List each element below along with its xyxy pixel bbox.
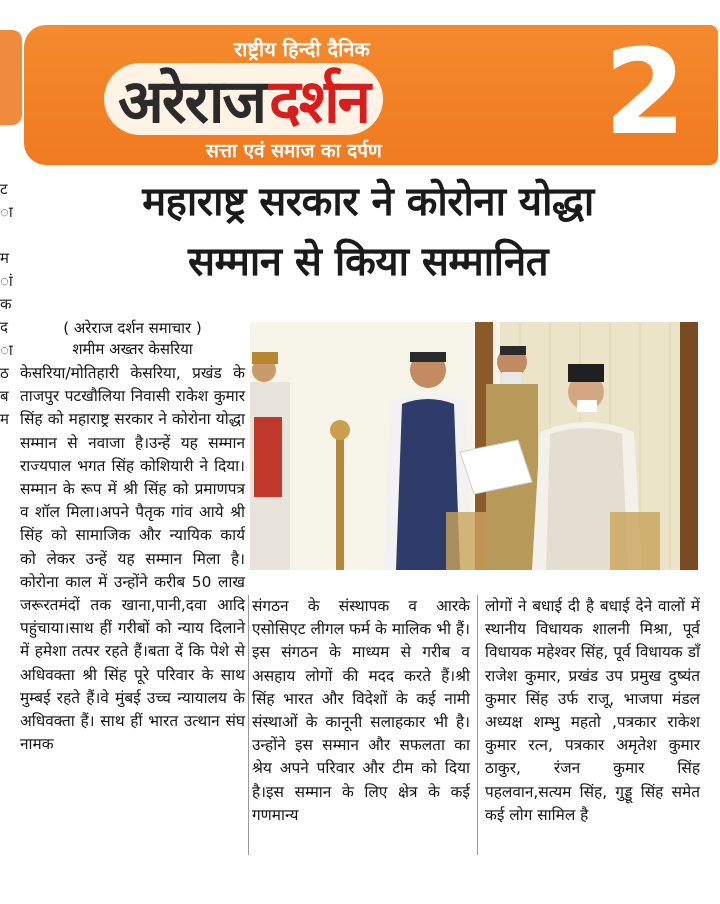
headline bbox=[18, 172, 718, 292]
page-number: 2 bbox=[603, 23, 686, 161]
newspaper-title bbox=[104, 63, 383, 135]
masthead bbox=[24, 25, 718, 165]
adjacent-masthead-fragment bbox=[0, 30, 22, 125]
masthead-tagline-bottom: सत्ता एवं समाज का दर्पण bbox=[206, 140, 382, 162]
article-column-3: लोगों ने बधाई दी है बधाई देने वालों में स्थानीय विधायक शालनी मिश्रा, पूर्व विधायक महेश्वर सिंह, पूर्व विधायक डॉं राजेश कुमार, प्रखंड उप प्रमुख दुष्यंत कुमार सिंह उर्फ राजू, भाजपा मंडल अध्यक्ष शम्भु महतो ,पत्रकार राकेश कुमार रत्न, पत्रकार अमृतेश कुमार ठाकुर, रंजन कुमार सिंह पहलवान,सत्यम सिंह, गुड्डू सिंह समेत कई लोग सामिल है bbox=[485, 597, 700, 824]
article-column-1: केसरिया/मोतिहारी केसरिया, प्रखंड के ताजपुर पटखौलिया निवासी राकेश कुमार सिंह को महाराष्ट्र सरकार ने कोरोना योद्धा सम्मान से नवाजा है।उन्हें यह सम्मान राज्यपाल भगत सिंह कोशियारी ने दिया।सम्मान के रूप में श्री सिंह को प्रमाणपत्र व शॉल मिला।अपने पैतृक गांव आये श्री सिंह को सामाजिक और न्यायिक कार्य को लेकर उन्हें यह सम्मान मिला है।कोरोना काल में उन्होंने करीब 50 लाख जरूरतमंदों तक खाना,पानी,दवा आदि पहुंचाया।साथ हीं गरीबों को न्याय दिलाने में हमेशा तत्पर रहते हैं।बता दें कि पेशे से अधिवक्ता श्री सिंह पूरे परिवार के साथ मुम्बई रहते हैं।वे मुंबई उच्च न्यायालय के अधिवक्ता हैं। साथ हीं भारत उत्थान संघ नामक bbox=[20, 364, 245, 754]
byline-agency: ( अरेराज दर्शन समाचार ) bbox=[63, 319, 202, 337]
adjacent-page-text: ट ा म ां क द ा ठ ब म bbox=[0, 180, 13, 428]
headline-line-2: सम्मान से किया सम्मानित bbox=[187, 239, 549, 285]
masthead-tagline-top: राष्ट्रीय हिन्दी दैनिक bbox=[234, 37, 370, 61]
headline-line-1: महाराष्ट्र सरकार ने कोरोना योद्धा bbox=[142, 179, 594, 225]
article-column-2: संगठन के संस्थापक व आरके एसोसिएट लीगल फर्म के मालिक भी हैं।इस संगठन के माध्यम से गरीब व असहाय लोगों की मदद करते हैं।श्री सिंह भारत और विदेशों के कई नामी संस्थाओं के कानूनी सलाहकार भी है।उन्होंने इस सम्मान और सफलता का श्रेय अपने परिवार और टीम को दिया है।इस सम्मान के लिए क्षेत्र के कई गणमान्य bbox=[252, 597, 470, 824]
column-divider-1 bbox=[248, 595, 249, 855]
byline-reporter: शमीम अख्तर केसरिया bbox=[72, 340, 193, 358]
byline bbox=[20, 318, 245, 360]
column-divider-2 bbox=[477, 595, 478, 855]
photo-illustration bbox=[250, 322, 698, 570]
adjacent-page-strip bbox=[0, 0, 12, 904]
title-part-red: दर्शन bbox=[268, 67, 369, 137]
news-photo bbox=[250, 322, 698, 570]
title-part-dark: अरेराज bbox=[118, 67, 265, 137]
